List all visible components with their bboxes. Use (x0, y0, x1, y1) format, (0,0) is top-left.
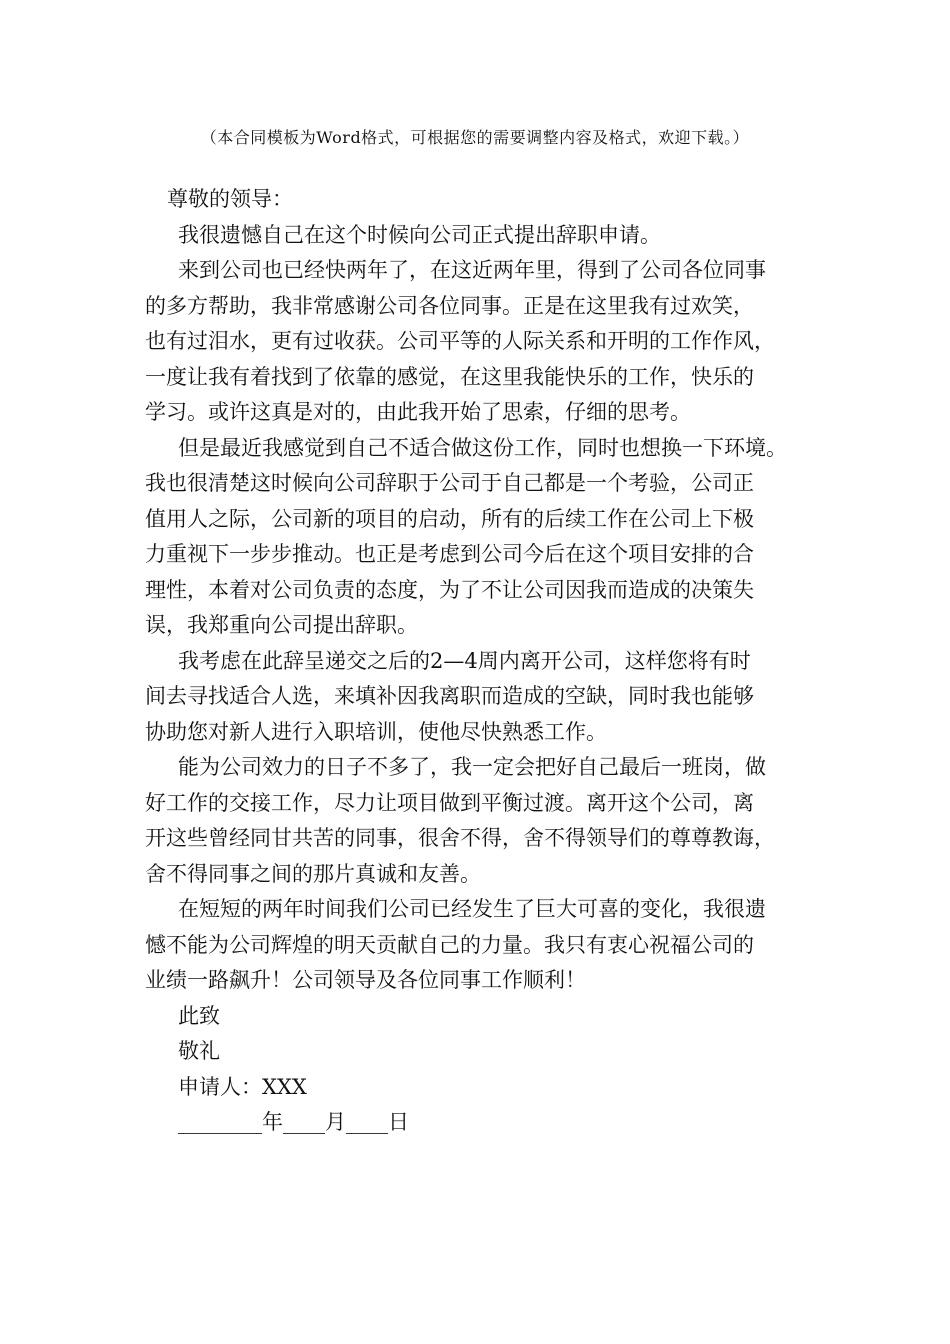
paragraph-line: 业绩一路飙升！公司领导及各位同事工作顺利！ (145, 968, 586, 992)
paragraph-line: 也有过泪水，更有过收获。公司平等的人际关系和开明的工作作风， (145, 329, 775, 353)
closing-jing-li: 敬礼 (178, 1039, 220, 1063)
date-line: ________年____月____日 (178, 1110, 409, 1134)
paragraph-line: 误，我郑重向公司提出辞职。 (145, 613, 418, 637)
paragraph-2 (145, 253, 805, 431)
paragraph-4 (145, 644, 805, 751)
paragraph-1 (145, 218, 805, 254)
paragraph-line: 间去寻找适合人选，来填补因我离职而造成的空缺，同时我也能够 (145, 684, 754, 708)
paragraph-line: 一度让我有着找到了依靠的感觉，在这里我能快乐的工作，快乐的 (145, 364, 754, 389)
paragraph-line: 我考虑在此辞呈递交之后的2—4周内离开公司，这样您将有时 (178, 648, 751, 673)
paragraph-line: 的多方帮助，我非常感谢公司各位同事。正是在这里我有过欢笑， (145, 293, 754, 318)
header-note: （本合同模板为Word格式，可根据您的需要调整内容及格式，欢迎下载。） (200, 128, 750, 147)
closing-ci-zhi: 此致 (178, 1003, 220, 1028)
paragraph-line: 值用人之际，公司新的项目的启动，所有的后续工作在公司上下极 (145, 506, 754, 531)
paragraph-line: 在短短的两年时间我们公司已经发生了巨大可喜的变化，我很遗 (178, 897, 766, 921)
applicant-line: 申请人：XXX (178, 1074, 307, 1099)
paragraph-line: 憾不能为公司辉煌的明天贡献自己的力量。我只有衷心祝福公司的 (145, 932, 754, 957)
paragraph-line: 能为公司效力的日子不多了，我一定会把好自己最后一班岗，做 (178, 755, 766, 779)
paragraph-line: 力重视下一步步推动。也正是考虑到公司今后在这个项目安排的合 (145, 542, 754, 566)
paragraph-line: 好工作的交接工作，尽力让项目做到平衡过渡。离开这个公司，离 (145, 790, 754, 815)
paragraph-line: 我很遗憾自己在这个时候向公司正式提出辞职申请。 (178, 222, 661, 247)
paragraph-3 (145, 431, 805, 644)
paragraph-line: 但是最近我感觉到自己不适合做这份工作，同时也想换一下环境。 (178, 435, 787, 460)
paragraph-6 (145, 892, 805, 999)
paragraph-5 (145, 750, 805, 892)
paragraph-line: 理性，本着对公司负责的态度，为了不让公司因我而造成的决策失 (145, 577, 754, 602)
paragraph-line: 协助您对新人进行入职培训，使他尽快熟悉工作。 (145, 719, 607, 744)
paragraph-line: 我也很清楚这时候向公司辞职于公司于自己都是一个考验，公司正 (145, 471, 754, 495)
paragraph-line: 来到公司也已经快两年了，在这近两年里，得到了公司各位同事 (178, 258, 766, 282)
paragraph-line: 学习。或许这真是对的，由此我开始了思索，仔细的思考。 (145, 400, 691, 424)
salutation: 尊敬的领导： (167, 187, 293, 211)
letter-body (145, 182, 805, 1141)
paragraph-line: 开这些曾经同甘共苦的同事，很舍不得，舍不得领导们的尊尊教诲， (145, 826, 775, 850)
paragraph-line: 舍不得同事之间的那片真诚和友善。 (145, 861, 481, 886)
